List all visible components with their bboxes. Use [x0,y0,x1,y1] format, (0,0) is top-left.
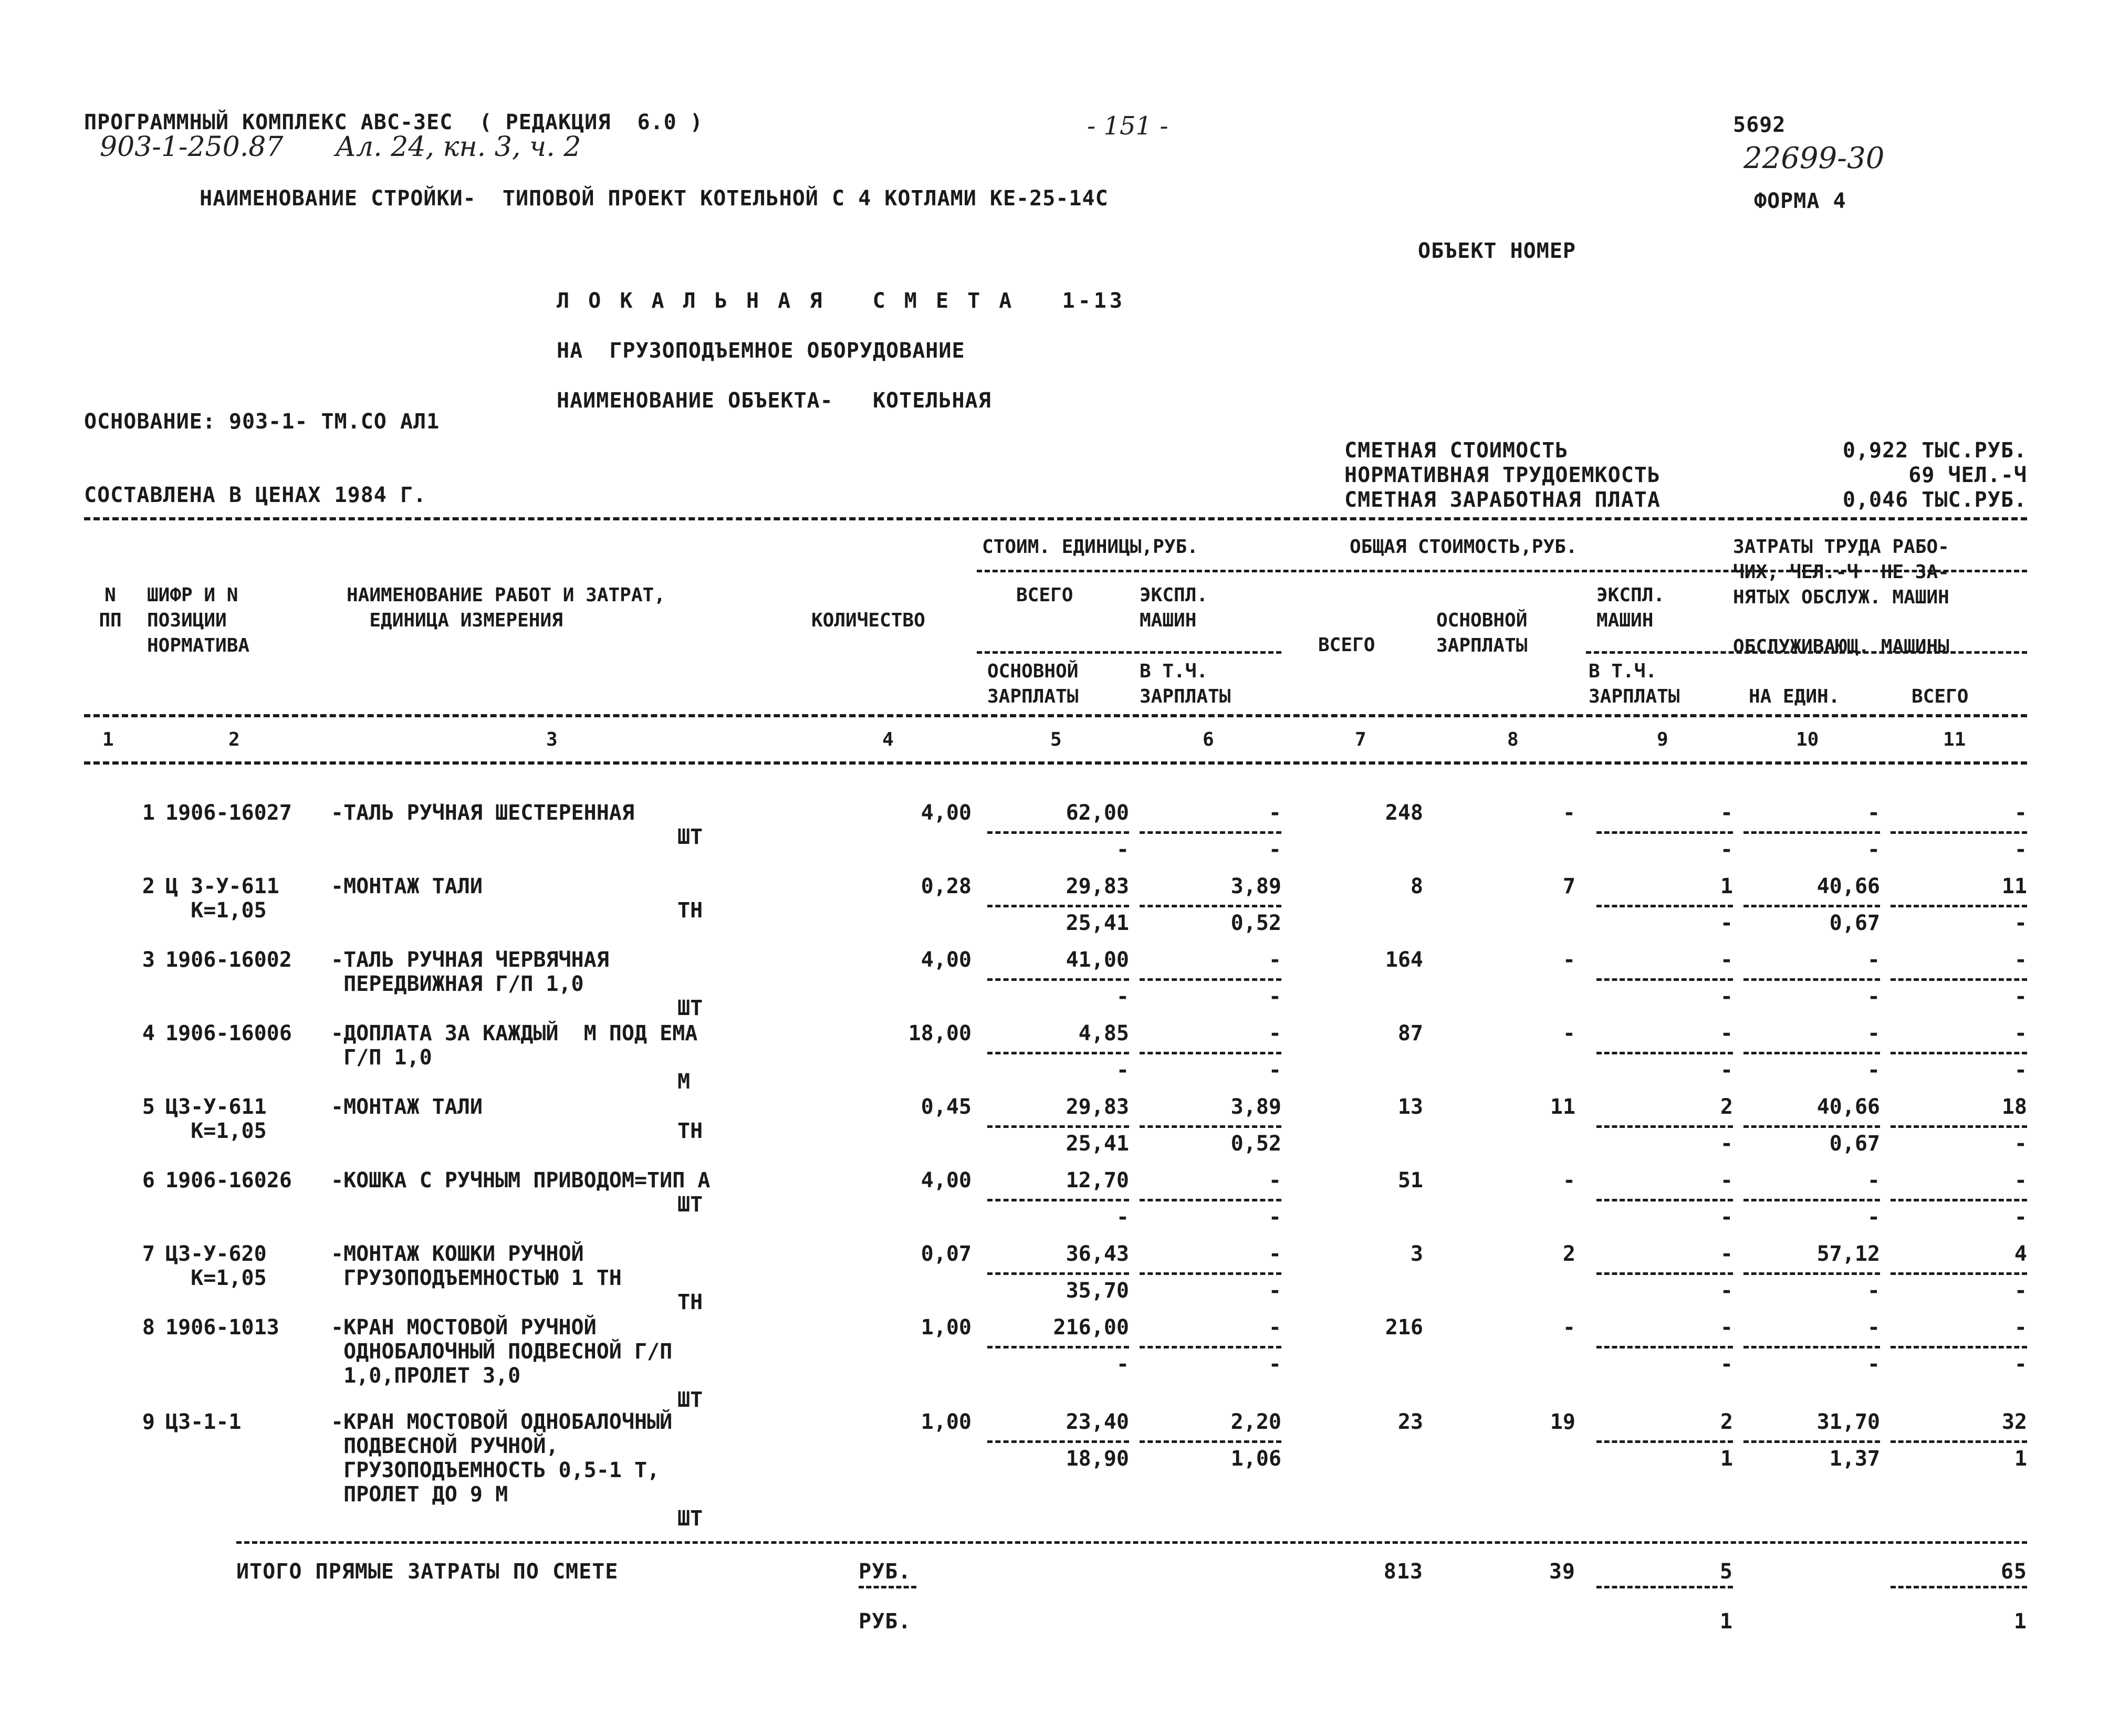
cell-divider [1140,1346,1281,1348]
row-c5-wages: - [1116,1205,1129,1229]
totals-rule-9 [1596,1586,1733,1588]
row-c7: 164 [1385,948,1423,972]
cell-divider [987,978,1129,981]
row-c7: 23 [1397,1410,1423,1434]
row-name: -КРАН МОСТОВОЙ ОДНОБАЛОЧНЫЙ ПОДВЕСНОЙ РУЧНОЙ, ГРУЗОПОДЪЕМНОСТЬ 0,5-1 Т, ПРОЛЕТ ДО 9 М [331,1410,673,1507]
row-quantity: 0,45 [921,1095,972,1119]
row-c6-wages: - [1268,1205,1281,1229]
construction-name: НАИМЕНОВАНИЕ СТРОЙКИ- ТИПОВОЙ ПРОЕКТ КОТЕЛЬНОЙ С 4 КОТЛАМИ КЕ-25-14С [200,186,1109,211]
row-c11: 11 [2001,874,2027,898]
row-number: 2 [142,874,155,898]
row-name: -МОНТАЖ ТАЛИ [331,1095,483,1119]
row-c6: 3,89 [1230,874,1281,898]
cell-divider [1891,1199,2027,1201]
column-number: 5 [1050,729,1062,750]
cell-divider [1596,831,1733,834]
cell-divider [1140,831,1281,834]
row-c5: 29,83 [1066,874,1129,898]
cell-divider [987,1272,1129,1275]
row-c9-wages: - [1720,985,1733,1009]
row-c8: - [1562,1315,1575,1340]
row-c6-wages: 0,52 [1230,1132,1281,1156]
summary-value: 0,922 ТЫС.РУБ. [1842,438,2027,463]
summary-value: 69 ЧЕЛ.-Ч [1908,463,2027,487]
row-code: Ц3-1-1 [165,1410,242,1434]
row-c10: - [1867,948,1880,972]
cell-divider [1743,1199,1880,1201]
cell-divider [1891,1272,2027,1275]
row-c10: 31,70 [1816,1410,1880,1434]
row-code: 1906-16002 [165,948,292,972]
row-c6: 3,89 [1230,1095,1281,1119]
row-c11-machines: 1 [2014,1447,2027,1471]
row-c6: - [1268,1021,1281,1045]
row-c7: 51 [1397,1168,1423,1193]
row-c7: 8 [1410,874,1423,898]
row-c10-machines: 0,67 [1829,1132,1880,1156]
row-c11-machines: - [2014,1058,2027,1082]
header-vsego-5: ВСЕГО [1016,584,1073,606]
summary-label: СМЕТНАЯ СТОИМОСТЬ [1344,438,1569,463]
column-number: 6 [1203,729,1214,750]
header-na-edin: НА ЕДИН. [1749,686,1840,707]
cell-divider [1140,978,1281,981]
row-name: -КРАН МОСТОВОЙ РУЧНОЙ ОДНОБАЛОЧНЫЙ ПОДВЕСНОЙ Г/П 1,0,ПРОЛЕТ 3,0 [331,1315,673,1388]
row-quantity: 1,00 [921,1315,972,1340]
cell-divider [1891,1346,2027,1348]
row-c6-wages: - [1268,1058,1281,1082]
cell-divider [1743,831,1880,834]
cell-divider [1891,1125,2027,1128]
row-code: Ц3-У-611 К=1,05 [165,1095,267,1143]
row-c5: 23,40 [1066,1410,1129,1434]
row-unit: ШТ [677,1507,703,1531]
row-c11: 32 [2001,1410,2027,1434]
row-number: 1 [142,801,155,825]
row-code: Ц3-У-620 К=1,05 [165,1242,267,1290]
row-c9-wages: - [1720,1279,1733,1303]
row-c9: - [1720,801,1733,825]
object-name: НАИМЕНОВАНИЕ ОБЪЕКТА- КОТЕЛЬНАЯ [557,389,991,413]
row-c10: - [1867,801,1880,825]
column-number: 4 [882,729,894,750]
totals-col-9: 5 [1719,1560,1733,1584]
row-c10-machines: - [1867,1279,1880,1303]
row-c11-machines: - [2014,838,2027,862]
header-rule [977,570,2027,572]
header-col-3: НАИМЕНОВАНИЕ РАБОТ И ЗАТРАТ, ЕДИНИЦА ИЗМЕРЕНИЯ [347,584,665,631]
header-rule [977,651,1281,654]
cell-divider [1596,978,1733,981]
totals-col-9-b: 1 [1719,1609,1733,1634]
object-number-label: ОБЪЕКТ НОМЕР [1418,239,1576,263]
row-number: 8 [142,1315,155,1340]
row-c10: 40,66 [1816,874,1880,898]
column-number: 10 [1796,729,1819,750]
column-number: 8 [1507,729,1519,750]
row-c6-wages: 1,06 [1230,1447,1281,1471]
row-name: -КОШКА С РУЧНЫМ ПРИВОДОМ=ТИП А [331,1168,711,1193]
column-number: 1 [102,729,114,750]
cell-divider [987,1346,1129,1348]
row-c11-machines: - [2014,1352,2027,1376]
code-handwritten: 22699-30 [1743,141,1885,175]
row-code: 1906-16026 [165,1168,292,1193]
row-c9: - [1720,1315,1733,1340]
totals-rule-11 [1891,1586,2027,1588]
header-col-1: N ПП [99,584,122,631]
totals-unit-rule [859,1586,916,1588]
row-c8: 7 [1562,874,1575,898]
row-c11: - [2014,801,2027,825]
row-c9: - [1720,1242,1733,1266]
column-number: 3 [546,729,558,750]
row-c6-wages: 0,52 [1230,911,1281,935]
row-c11-machines: - [2014,1279,2027,1303]
row-name: -ТАЛЬ РУЧНАЯ ШЕСТЕРЕННАЯ [331,801,634,825]
header-labor: ЗАТРАТЫ ТРУДА РАБО- ЧИХ, ЧЕЛ.-Ч НЕ ЗА- НЯТЫХ ОБСЛУЖ. МАШИН [1733,536,1949,608]
row-unit: ШТ [677,1388,703,1412]
row-c8: - [1562,1168,1575,1193]
totals-unit: РУБ. [859,1560,912,1584]
row-c11: - [2014,1315,2027,1340]
row-c6: - [1268,948,1281,972]
row-name: -ДОПЛАТА ЗА КАЖДЫЙ М ПОД ЕМА Г/П 1,0 [331,1021,698,1070]
cell-divider [1140,905,1281,907]
row-c5: 62,00 [1066,801,1129,825]
row-c10: - [1867,1315,1880,1340]
row-c7: 248 [1385,801,1423,825]
row-c5-wages: 18,90 [1066,1447,1129,1471]
cell-divider [1743,1125,1880,1128]
row-c7: 13 [1397,1095,1423,1119]
cell-divider [987,1440,1129,1443]
row-c9-wages: 1 [1720,1447,1733,1471]
header-labor-machines: ОБСЛУЖИВАЮЩ. МАШИНЫ [1733,636,1949,657]
row-c9-wages: - [1720,1205,1733,1229]
header-vtch-6: В Т.Ч. ЗАРПЛАТЫ [1140,661,1231,707]
header-col-2: ШИФР И N ПОЗИЦИИ НОРМАТИВА [147,584,250,656]
row-c10-machines: - [1867,1352,1880,1376]
summary-value: 0,046 ТЫС.РУБ. [1842,488,2027,512]
header-col-4: КОЛИЧЕСТВО [811,610,925,631]
cell-divider [1596,1440,1733,1443]
handwritten-reference: 903-1-250.87 Ал. 24, кн. 3, ч. 2 [100,131,581,163]
cell-divider [1596,905,1733,907]
cell-divider [1891,1440,2027,1443]
row-c6-wages: - [1268,838,1281,862]
row-c8: 11 [1550,1095,1575,1119]
row-c9: 2 [1720,1410,1733,1434]
basis-line: ОСНОВАНИЕ: 903-1- ТМ.СО АЛ1 [84,410,440,434]
row-c6-wages: - [1268,985,1281,1009]
row-c10-machines: - [1867,1058,1880,1082]
row-number: 5 [142,1095,155,1119]
cell-divider [1140,1440,1281,1443]
estimate-subject: НА ГРУЗОПОДЪЕМНОЕ ОБОРУДОВАНИЕ [557,339,965,363]
page-number: - 151 - [1087,111,1168,141]
row-c10-machines: 1,37 [1829,1447,1880,1471]
cell-divider [1596,1125,1733,1128]
row-c10-machines: - [1867,985,1880,1009]
row-c5-wages: - [1116,838,1129,862]
row-c5-wages: - [1116,985,1129,1009]
row-c11-machines: - [2014,1205,2027,1229]
header-vsego-11: ВСЕГО [1912,686,1969,707]
row-unit: ТН [677,1290,703,1314]
cell-divider [1596,1199,1733,1201]
totals-unit-2: РУБ. [859,1609,912,1634]
row-quantity: 4,00 [921,801,972,825]
cell-divider [987,1052,1129,1054]
row-c9: - [1720,1168,1733,1193]
row-c6-wages: - [1268,1352,1281,1376]
row-c9-wages: - [1720,1132,1733,1156]
row-c10: 57,12 [1816,1242,1880,1266]
row-c10: - [1867,1168,1880,1193]
row-quantity: 1,00 [921,1410,972,1434]
row-unit: ТН [677,898,703,923]
row-number: 7 [142,1242,155,1266]
column-number: 7 [1355,729,1366,750]
cell-divider [1743,1272,1880,1275]
cell-divider [987,1125,1129,1128]
cell-divider [1140,1272,1281,1275]
row-c8: - [1562,801,1575,825]
row-c10: 40,66 [1816,1095,1880,1119]
row-c5: 216,00 [1053,1315,1129,1340]
row-c11-machines: - [2014,985,2027,1009]
cell-divider [987,1199,1129,1201]
row-name: -МОНТАЖ КОШКИ РУЧНОЙ ГРУЗОПОДЪЕМНОСТЬЮ 1 ТН [331,1242,622,1290]
totals-col-7: 813 [1383,1560,1423,1584]
row-c5: 41,00 [1066,948,1129,972]
header-unit-cost: СТОИМ. ЕДИНИЦЫ,РУБ. [982,536,1198,558]
row-c7: 216 [1385,1315,1423,1340]
totals-label: ИТОГО ПРЯМЫЕ ЗАТРАТЫ ПО СМЕТЕ [236,1560,619,1584]
cell-divider [1743,905,1880,907]
column-numbers-rule [84,761,2027,765]
cell-divider [1743,1440,1880,1443]
row-c5: 12,70 [1066,1168,1129,1193]
row-number: 9 [142,1410,155,1434]
row-unit: М [677,1070,691,1094]
row-c10-machines: - [1867,1205,1880,1229]
row-c7: 87 [1397,1021,1423,1045]
row-c5: 29,83 [1066,1095,1129,1119]
row-c9: 2 [1720,1095,1733,1119]
row-c9: - [1720,948,1733,972]
row-c11: 18 [2001,1095,2027,1119]
row-c9: - [1720,1021,1733,1045]
row-quantity: 0,28 [921,874,972,898]
row-c9-wages: - [1720,1352,1733,1376]
row-c9: 1 [1720,874,1733,898]
row-c11-machines: - [2014,911,2027,935]
row-unit: ШТ [677,1193,703,1217]
row-c9-wages: - [1720,911,1733,935]
row-c6: - [1268,801,1281,825]
row-unit: ТН [677,1119,703,1143]
row-c6: - [1268,1242,1281,1266]
column-number: 9 [1657,729,1668,750]
cell-divider [987,905,1129,907]
row-c10-machines: - [1867,838,1880,862]
program-line: ПРОГРАММНЫЙ КОМПЛЕКС АВС-ЗЕС ( РЕДАКЦИЯ 6.0 ) [84,110,703,134]
row-quantity: 18,00 [908,1021,972,1045]
totals-col-11: 65 [2000,1560,2027,1584]
row-c6: - [1268,1315,1281,1340]
cell-divider [1743,1052,1880,1054]
cell-divider [1140,1199,1281,1201]
row-c11: - [2014,1168,2027,1193]
row-c5-wages: 25,41 [1066,1132,1129,1156]
cell-divider [1596,1052,1733,1054]
cell-divider [1743,978,1880,981]
row-c5: 4,85 [1078,1021,1129,1045]
row-name: -ТАЛЬ РУЧНАЯ ЧЕРВЯЧНАЯ ПЕРЕДВИЖНАЯ Г/П 1,0 [331,948,609,996]
row-c6: - [1268,1168,1281,1193]
row-unit: ШТ [677,825,703,849]
row-c9-wages: - [1720,838,1733,862]
header-osnovnoy-8: ОСНОВНОЙ ЗАРПЛАТЫ [1436,610,1528,656]
table-top-rule [84,517,2027,520]
cell-divider [1140,1052,1281,1054]
row-c5: 36,43 [1066,1242,1129,1266]
totals-col-11-b: 1 [2013,1609,2027,1634]
header-vsego-7: ВСЕГО [1318,634,1375,656]
row-c5-wages: 25,41 [1066,911,1129,935]
row-name: -МОНТАЖ ТАЛИ [331,874,483,898]
row-unit: ШТ [677,996,703,1020]
row-quantity: 4,00 [921,1168,972,1193]
cell-divider [1596,1346,1733,1348]
row-number: 4 [142,1021,155,1045]
cell-divider [1891,905,2027,907]
header-vtch-9: В Т.Ч. ЗАРПЛАТЫ [1589,661,1680,707]
row-c10-machines: 0,67 [1829,911,1880,935]
row-c9-wages: - [1720,1058,1733,1082]
row-c8: - [1562,1021,1575,1045]
row-code: 1906-16006 [165,1021,292,1045]
row-code: Ц 3-У-611 К=1,05 [165,874,279,923]
header-ekspl-6: ЭКСПЛ. МАШИН [1140,584,1208,631]
row-code: 1906-1013 [165,1315,279,1340]
row-c8: 19 [1550,1410,1575,1434]
prices-line: СОСТАВЛЕНА В ЦЕНАХ 1984 Г. [84,483,427,507]
cell-divider [1140,1125,1281,1128]
row-c8: 2 [1562,1242,1575,1266]
cell-divider [1891,978,2027,981]
cell-divider [987,831,1129,834]
header-osnovnoy-5: ОСНОВНОЙ ЗАРПЛАТЫ [987,661,1079,707]
row-c11: - [2014,1021,2027,1045]
summary-label: НОРМАТИВНАЯ ТРУДОЕМКОСТЬ [1344,463,1661,487]
code-small: 5692 [1733,113,1786,137]
summary-label: СМЕТНАЯ ЗАРАБОТНАЯ ПЛАТА [1344,488,1661,512]
header-total-cost: ОБЩАЯ СТОИМОСТЬ,РУБ. [1350,536,1578,558]
column-number: 11 [1943,729,1966,750]
row-number: 6 [142,1168,155,1193]
header-bottom-rule [84,714,2027,717]
row-number: 3 [142,948,155,972]
row-c5-wages: - [1116,1058,1129,1082]
row-c8: - [1562,948,1575,972]
row-c11: 4 [2014,1242,2027,1266]
row-c5-wages: - [1116,1352,1129,1376]
header-rule [1586,651,2027,654]
row-c6: 2,20 [1230,1410,1281,1434]
row-c10: - [1867,1021,1880,1045]
cell-divider [1891,1052,2027,1054]
cell-divider [1891,831,2027,834]
row-c6-wages: - [1268,1279,1281,1303]
totals-rule [236,1541,2027,1544]
row-quantity: 0,07 [921,1242,972,1266]
cell-divider [1743,1346,1880,1348]
header-ekspl-9: ЭКСПЛ. МАШИН [1596,584,1665,631]
estimate-title: Л О К А Л Ь Н А Я С М Е Т А 1-13 [557,289,1125,313]
row-quantity: 4,00 [921,948,972,972]
row-c11-machines: - [2014,1132,2027,1156]
column-number: 2 [228,729,240,750]
cell-divider [1596,1272,1733,1275]
forma-label: ФОРМА 4 [1754,189,1846,213]
totals-col-8: 39 [1549,1560,1575,1584]
row-code: 1906-16027 [165,801,292,825]
row-c11: - [2014,948,2027,972]
row-c7: 3 [1410,1242,1423,1266]
row-c5-wages: 35,70 [1066,1279,1129,1303]
